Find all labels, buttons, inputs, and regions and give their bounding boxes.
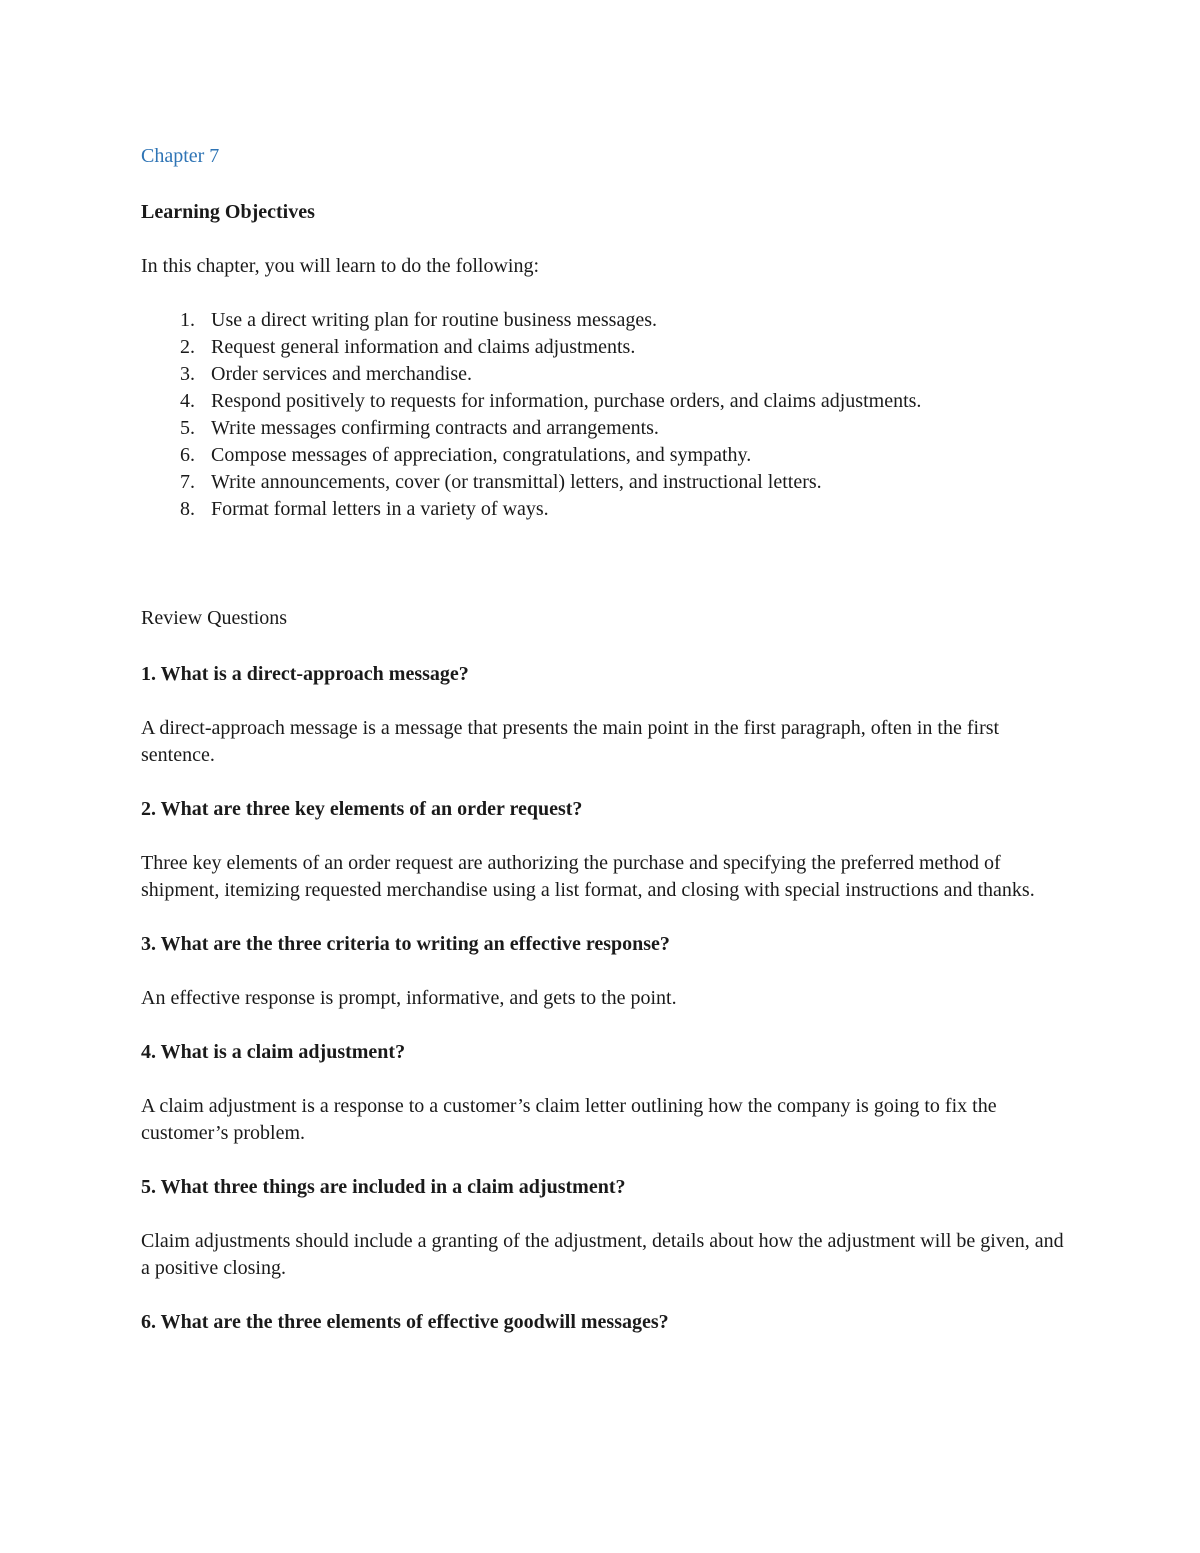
objective-number: 7. <box>180 471 195 493</box>
objective-item <box>141 415 1071 442</box>
review-question: 1. What is a direct-approach message? <box>141 663 469 685</box>
objective-item <box>141 361 1071 388</box>
objective-item <box>141 388 1071 415</box>
objective-item <box>141 496 1071 523</box>
objective-number: 6. <box>180 444 195 466</box>
objectives-heading: Learning Objectives <box>141 201 315 223</box>
review-question: 6. What are the three elements of effective goodwill messages? <box>141 1311 669 1333</box>
objective-number: 3. <box>180 363 195 385</box>
objective-text: Use a direct writing plan for routine business messages. <box>211 309 658 331</box>
review-answer: An effective response is prompt, informative, and gets to the point. <box>141 987 677 1009</box>
objective-number: 1. <box>180 309 195 331</box>
objective-number: 4. <box>180 390 195 412</box>
review-answer: Claim adjustments should include a granting of the adjustment, details about how the adjustment will be given, and a positive closing. <box>141 1230 1064 1279</box>
objective-item <box>141 334 1071 361</box>
chapter-title: Chapter 7 <box>141 145 220 167</box>
objective-text: Order services and merchandise. <box>211 363 472 385</box>
review-question: 5. What three things are included in a claim adjustment? <box>141 1176 626 1198</box>
objective-text: Respond positively to requests for information, purchase orders, and claims adjustments. <box>211 390 922 412</box>
objectives-list <box>141 307 1071 523</box>
review-questions-title: Review Questions <box>141 607 288 629</box>
objective-item <box>141 469 1071 496</box>
objective-number: 2. <box>180 336 195 358</box>
document-content <box>141 143 1071 1363</box>
objective-text: Write announcements, cover (or transmittal) letters, and instructional letters. <box>211 471 822 493</box>
objective-text: Write messages confirming contracts and arrangements. <box>211 417 659 439</box>
objective-number: 5. <box>180 417 195 439</box>
objective-text: Compose messages of appreciation, congratulations, and sympathy. <box>211 444 752 466</box>
objective-number: 8. <box>180 498 195 520</box>
objective-text: Request general information and claims adjustments. <box>211 336 636 358</box>
objective-item <box>141 442 1071 469</box>
review-question: 4. What is a claim adjustment? <box>141 1041 406 1063</box>
review-question: 3. What are the three criteria to writing an effective response? <box>141 933 670 955</box>
objective-text: Format formal letters in a variety of ways. <box>211 498 549 520</box>
review-answer: Three key elements of an order request are authorizing the purchase and specifying the preferred method of shipment, itemizing requested merchandise using a list format, and closing with special instructions and thanks. <box>141 852 1035 901</box>
review-question: 2. What are three key elements of an order request? <box>141 798 583 820</box>
objective-item <box>141 307 1071 334</box>
review-answer: A direct-approach message is a message that presents the main point in the first paragraph, often in the first sentence. <box>141 717 1000 766</box>
review-answer: A claim adjustment is a response to a customer’s claim letter outlining how the company is going to fix the customer’s problem. <box>141 1095 997 1144</box>
objectives-intro: In this chapter, you will learn to do the following: <box>141 255 540 277</box>
